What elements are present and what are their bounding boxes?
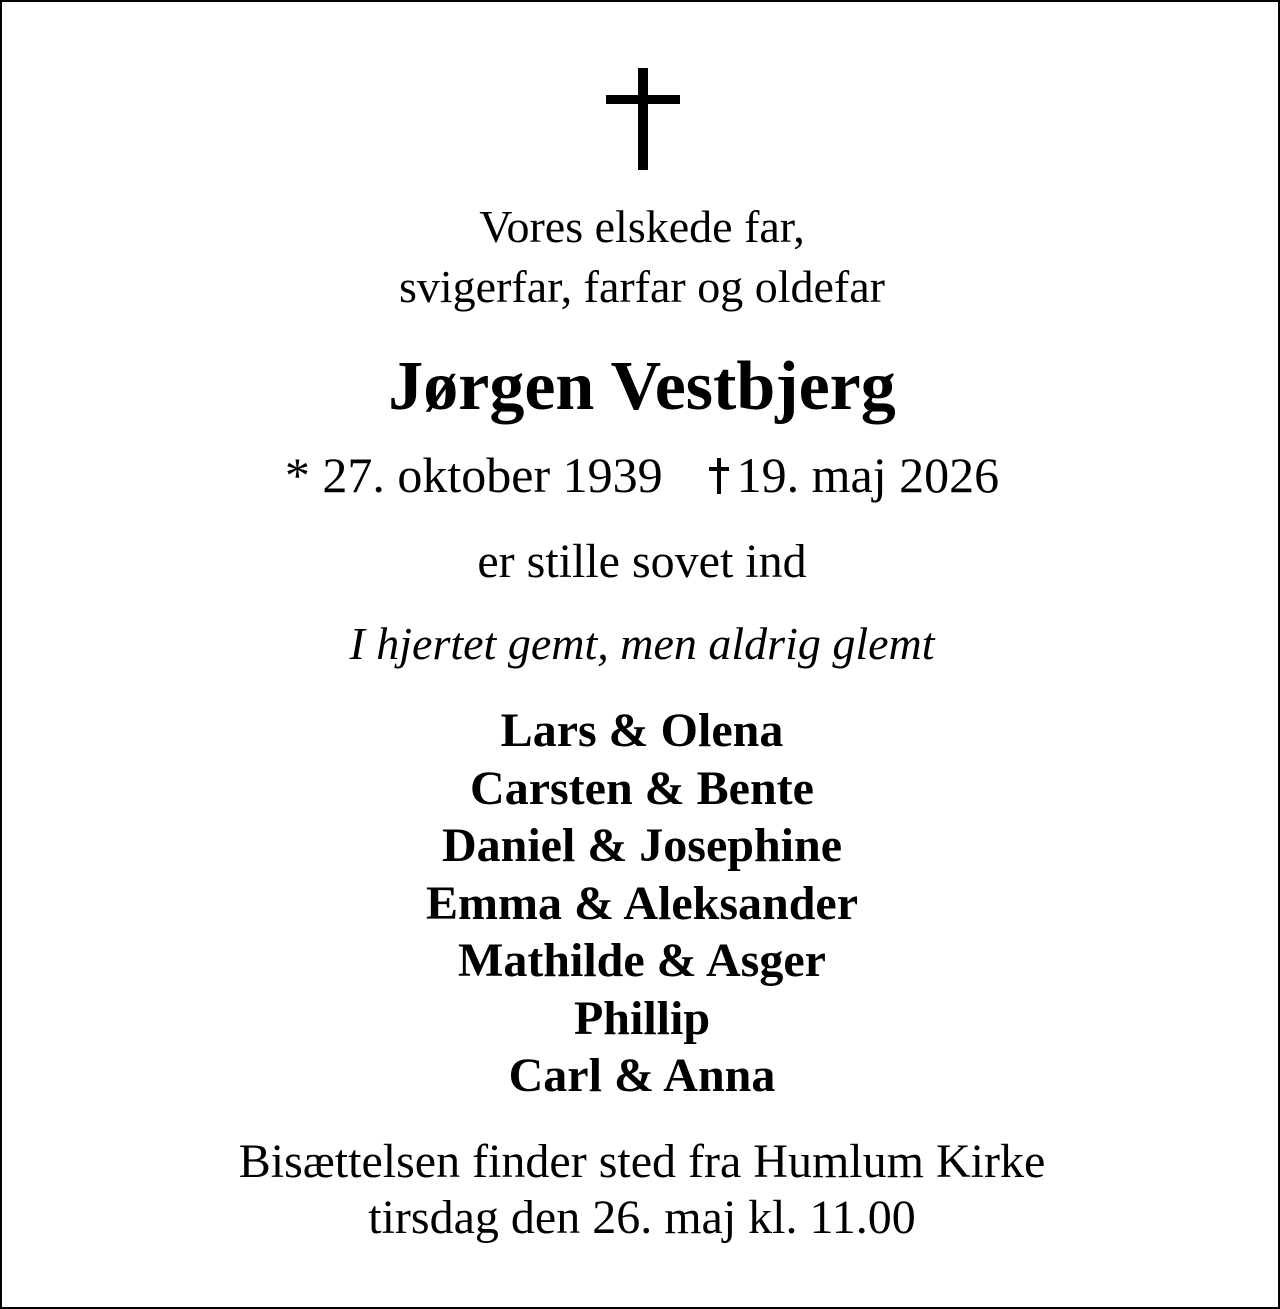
funeral-info-line-2: tirsdag den 26. maj kl. 11.00 <box>368 1191 916 1244</box>
motto: I hjertet gemt, men aldrig glemt <box>349 618 935 669</box>
family-member: Emma & Aleksander <box>426 876 858 930</box>
family-member: Phillip <box>573 991 711 1045</box>
death-date: 19. maj 2026 <box>736 447 1000 503</box>
life-dates <box>2 447 1280 503</box>
intro-line-2: svigerfar, farfar og oldefar <box>399 261 885 312</box>
death-cross-icon <box>709 458 729 494</box>
intro-line-1: Vores elskede far, <box>479 201 805 252</box>
deceased-name: Jørgen Vestbjerg <box>388 348 896 425</box>
funeral-info-line-1: Bisættelsen finder sted fra Humlum Kirke <box>238 1135 1046 1188</box>
cross-icon <box>606 68 680 170</box>
family-list <box>2 702 1280 1105</box>
birth-date: * 27. oktober 1939 <box>284 447 663 503</box>
family-member: Mathilde & Asger <box>458 934 826 987</box>
rest-text: er stille sovet ind <box>477 535 807 588</box>
family-member: Carsten & Bente <box>470 761 814 815</box>
family-member: Carl & Anna <box>508 1049 776 1102</box>
family-member: Daniel & Josephine <box>441 819 843 872</box>
family-member: Lars & Olena <box>500 704 784 757</box>
